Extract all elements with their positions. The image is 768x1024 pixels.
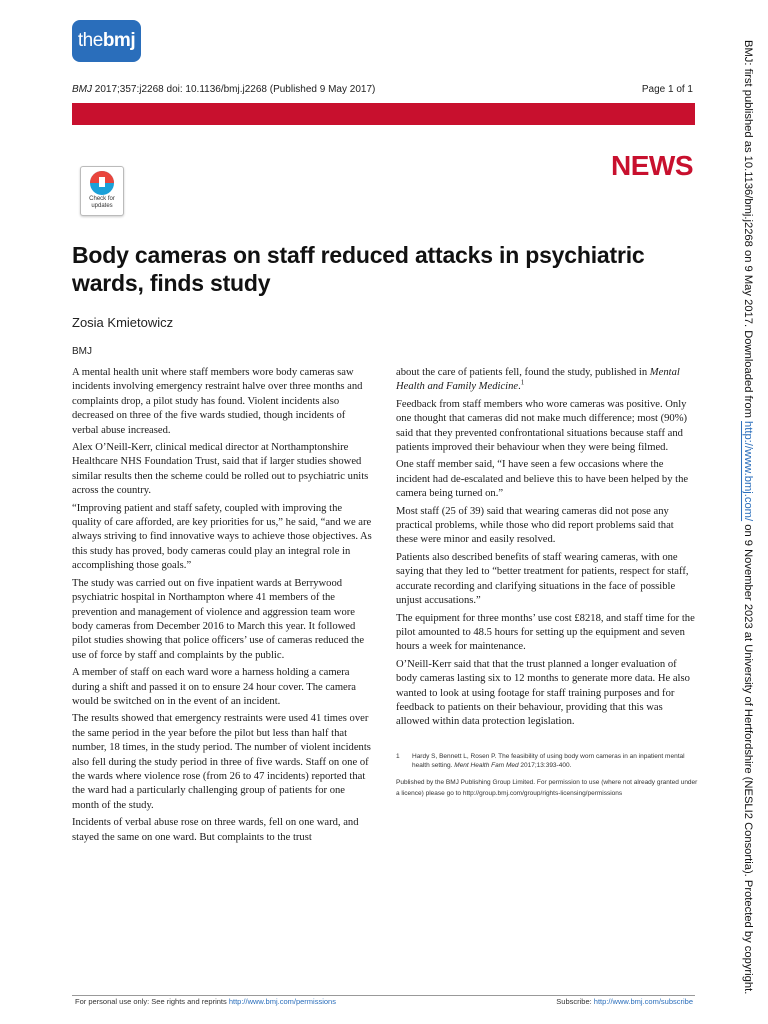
article-author: Zosia Kmietowicz (72, 315, 174, 330)
footer-left (75, 997, 336, 1006)
footer-left-text: For personal use only: See rights and reprints (75, 997, 229, 1006)
paragraph: O’Neill-Kerr said that that the trust planned a longer evaluation of body cameras lasting six to 12 months to generate more data. He also wanted to look at using footage for staff training purposes and for feedback to patients on their behaviour, providing that this was allowed within data protection legislation. (396, 658, 690, 728)
reference-details: 2017;13:393-400. (518, 762, 572, 769)
reference-journal: Ment Health Fam Med (454, 762, 519, 769)
paragraph: The study was carried out on five inpatient wards at Berrywood psychiatric hospital in Northampton where 41 members of the prevention and management of violence and aggression team wore body cameras from December 2016 to March this year. It followed pilot studies showing that police officers’ use of cameras reduced the use of force by staff and complaints by the public. (72, 577, 365, 661)
body-column-right (396, 366, 698, 733)
cited-journal: Mental Health and Family Medicine (396, 367, 680, 393)
download-watermark (742, 40, 754, 995)
publisher-note: Published by the BMJ Publishing Group Limited. For permission to use (where not already granted under a licence) please go to http://group.bmj.com/group/rights-licensing/permissions (396, 779, 698, 797)
footer-right-text: Subscribe: (556, 997, 594, 1006)
paragraph-text: about the care of patients fell, found the study, published in (396, 367, 650, 378)
paragraph (396, 366, 698, 395)
header-red-bar (72, 103, 695, 125)
paragraph: A mental health unit where staff members wore body cameras saw incidents involving emergency restraint halve over three months and complaints drop, a pilot study has found. Violent incidents also decreased on three of the five wards studied, though incidents of verbal abuse increased. (72, 367, 363, 436)
paragraph: “Improving patient and staff safety, coupled with improving the quality of care afforded, are key priorities for us,” he said, “and we are always striving to find innovative ways to achieve those objectives. As this study has proved, body cameras could play an integral role in accomplishing those goals.” (72, 502, 372, 572)
punctuation: . (518, 381, 521, 393)
paragraph: Alex O’Neill-Kerr, clinical medical director at Northamptonshire Healthcare NHS Foundation Trust, said that if larger studies showed similar results then the scheme could be rolled out to psychiatric units across the country. (72, 442, 369, 497)
logo-pre: the (77, 30, 103, 51)
bmj-home-link[interactable]: http://www.bmj.com/ (742, 421, 754, 522)
section-label: NEWS (611, 150, 693, 181)
logo-post: bmj (102, 30, 136, 51)
citation-line (72, 84, 375, 95)
page-indicator: Page 1 of 1 (641, 84, 693, 95)
article-title: Body cameras on staff reduced attacks in psychiatric wards, finds study (72, 242, 645, 296)
reference-marker[interactable]: 1 (520, 378, 525, 387)
footer-right (556, 997, 693, 1006)
watermark-text-end: on 9 November 2023 at University of Hertfordshire (NESLI2 Consortia). Protected by copyright. (742, 521, 754, 995)
citation-details: 2017;357:j2268 doi: 10.1136/bmj.j2268 (Published 9 May 2017) (94, 84, 376, 95)
paragraph: A member of staff on each ward wore a harness holding a camera during a shift and passed it on to ensure 24 hour cover. The camera would be switched on in the event of an incident. (72, 667, 356, 707)
paragraph: The equipment for three months’ use cost £8218, and staff time for the pilot amounted to 48.5 hours for setting up the equipment and seven hours a week for maintenance. (396, 612, 695, 653)
paragraph: The results showed that emergency restraints were used 41 times over the same period in the year before the pilot but less than half that number, 18 times, in the study period. The number of violent incidents also fell during the study period in three of five wards. Staff on one of the wards where violence rose (from 26 to 47 incidents) reported that the ward had a particularly challenging group of patients for one month of the study. (72, 713, 371, 811)
body-column-left (72, 366, 374, 848)
badge-line-2: updates (91, 203, 113, 209)
author-affiliation: BMJ (72, 346, 92, 357)
paragraph: Patients also described benefits of staff wearing cameras, with one saying that they led to “better treatment for patients, respect for staff, accurate recording and clarifying situations in the face of possible unjust accusations.” (396, 551, 689, 607)
paragraph: One staff member said, “I have seen a few occasions where the incident had de-escalated and believe this to have been helped by the camera being turned on.” (396, 459, 689, 500)
footer-divider (72, 995, 695, 996)
watermark-text-start: BMJ: first published as 10.1136/bmj.j2268 on 9 May 2017. Downloaded from (742, 40, 754, 422)
bmj-logo (72, 20, 141, 62)
reference-entry (412, 752, 698, 770)
reference-number: 1 (396, 753, 400, 760)
subscribe-link[interactable]: http://www.bmj.com/subscribe (593, 997, 693, 1006)
paragraph: Most staff (25 of 39) said that wearing cameras did not pose any practical problems, while those who did report problems said that these were minor and easily resolved. (396, 505, 674, 546)
check-for-updates-badge[interactable] (80, 166, 124, 216)
permissions-link[interactable]: http://www.bmj.com/permissions (228, 997, 336, 1006)
crossmark-icon (90, 171, 114, 195)
paragraph: Feedback from staff members who wore cameras was positive. Only one thought that cameras did not make much difference; most (90%) said that they prevented confrontational situations because staff and patients improved their behaviour when they were being filmed. (396, 398, 688, 454)
journal-name: BMJ (72, 84, 92, 95)
paragraph: Incidents of verbal abuse rose on three wards, fell on one ward, and stayed the same on one ward. But complaints to the trust (72, 817, 359, 843)
badge-line-1: Check for (89, 196, 115, 202)
reference-list (396, 752, 698, 770)
reference-text: Hardy S, Bennett L, Rosen P. The feasibility of using body worn cameras in an inpatient mental health setting. (412, 753, 685, 769)
